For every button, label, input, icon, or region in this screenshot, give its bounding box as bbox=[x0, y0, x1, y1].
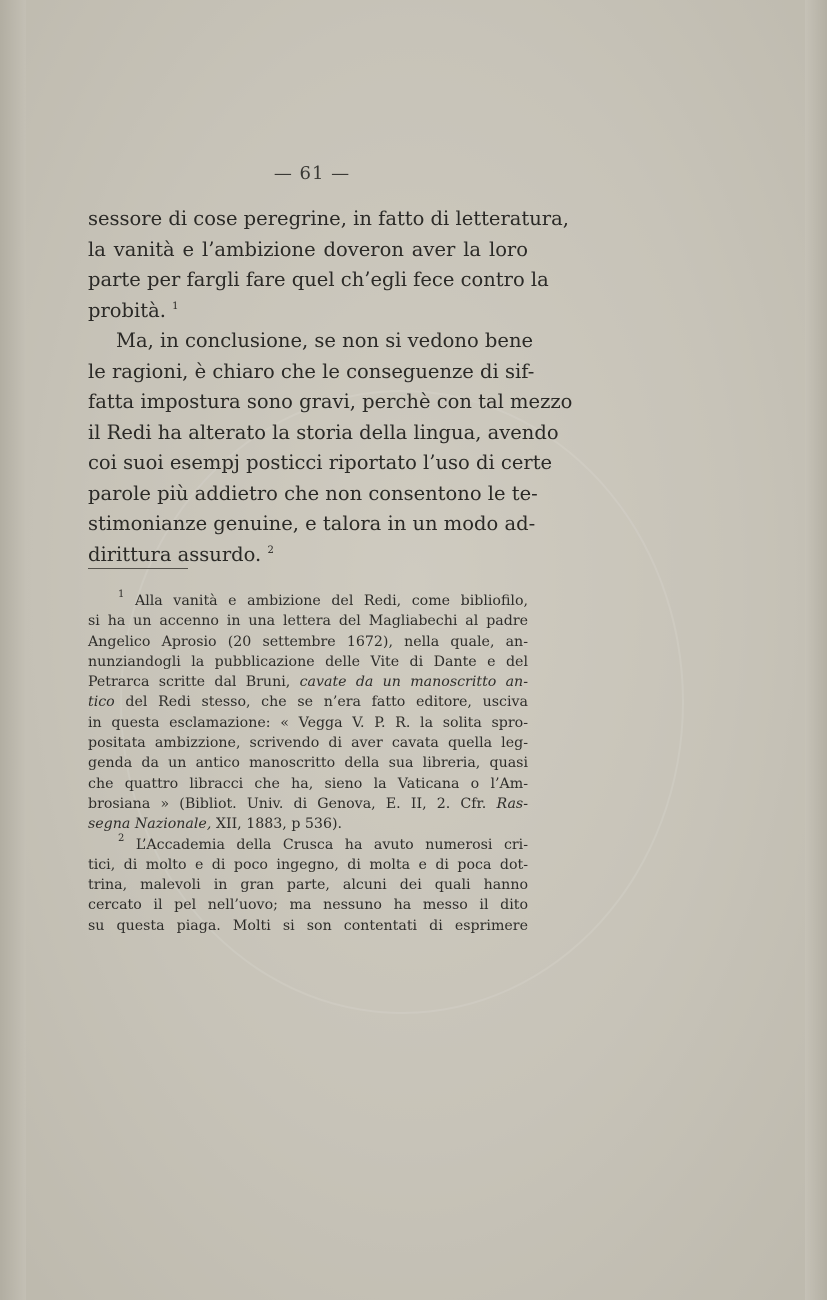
footnote-marker-2: 2 bbox=[118, 832, 125, 844]
footnote-line bbox=[88, 692, 528, 712]
italic-fragment: cavate da un manoscritto an- bbox=[299, 674, 528, 691]
footnote-marker-1: 1 bbox=[118, 589, 125, 600]
italic-fragment: tico bbox=[88, 694, 115, 711]
text-line: stimonianze genuine, e talora in un modo ad- bbox=[88, 512, 536, 535]
text-line: Ma, in conclusione, se non si vedono bene bbox=[116, 329, 534, 352]
text-line: la vanità e l’ambizione doveron aver la loro bbox=[88, 237, 528, 261]
text-line bbox=[88, 540, 528, 571]
text-fragment: dirittura assurdo. bbox=[88, 542, 262, 566]
footnote-line bbox=[88, 832, 528, 855]
text-line: sessore di cose peregrine, in fatto di letteratura, bbox=[88, 207, 569, 230]
footnote-line: genda da un antico manoscritto della sua libreria, quasi bbox=[88, 755, 528, 772]
page-edge-right bbox=[805, 0, 827, 1300]
footnote-line: nunziandogli la pubblicazione delle Vite di Dante e del bbox=[88, 653, 528, 670]
text-line: coi suoi esempj posticci riportato l’uso di certe bbox=[88, 451, 553, 474]
text-fragment: Petrarca scritte dal Bruni, bbox=[88, 674, 291, 691]
text-fragment: L’Accademia della Crusca ha avuto numerosi cri- bbox=[135, 836, 528, 853]
footnotes bbox=[88, 591, 528, 936]
text-fragment: XII, 1883, p 536). bbox=[215, 816, 343, 833]
footnote-ref-1: 1 bbox=[172, 300, 179, 312]
footnote-line: trina, malevoli in gran parte, alcuni dei quali hanno bbox=[88, 877, 528, 894]
footnote-separator bbox=[88, 568, 188, 569]
footnote-ref-2: 2 bbox=[267, 544, 274, 556]
text-line: il Redi ha alterato la storia della lingua, avendo bbox=[88, 420, 559, 444]
footnote-line bbox=[88, 794, 528, 814]
footnote-line: in questa esclamazione: « Vegga V. P. R. la solita spro- bbox=[88, 714, 528, 731]
text-fragment: probità. bbox=[88, 298, 166, 322]
footnote-line: su questa piaga. Molti si son contentati di esprimere bbox=[88, 917, 528, 934]
footnote-line: si ha un accenno in una lettera del Magliabechi al padre bbox=[88, 613, 528, 630]
text-fragment: del Redi stesso, che se n’era fatto editore, usciva bbox=[125, 694, 528, 711]
text-fragment: brosiana » (Bibliot. Univ. di Genova, E. II, 2. Cfr. bbox=[88, 795, 487, 812]
italic-fragment: Ras- bbox=[496, 795, 528, 812]
footnote-line bbox=[88, 672, 528, 692]
italic-fragment: segna Nazionale, bbox=[88, 816, 212, 833]
text-line: parole più addietro che non consentono le te- bbox=[88, 481, 538, 505]
footnote-line bbox=[88, 814, 528, 834]
footnote-line: che quattro libracci che ha, sieno la Vaticana o l’Am- bbox=[88, 775, 528, 792]
footnote-line bbox=[88, 591, 528, 611]
text-line: parte per fargli fare quel ch’egli fece contro la bbox=[88, 268, 549, 291]
footnote-line: cercato il pel nell’uovo; ma nessuno ha messo il dito bbox=[88, 897, 528, 914]
text-line: le ragioni, è chiaro che le conseguenze di sif- bbox=[88, 359, 535, 383]
text-line bbox=[88, 296, 528, 327]
footnote-line: positata ambizzione, scrivendo di aver cavata quella leg- bbox=[88, 735, 528, 752]
page-number: — 61 — bbox=[273, 163, 351, 184]
text-line: fatta impostura sono gravi, perchè con tal mezzo bbox=[88, 390, 573, 413]
main-text bbox=[88, 204, 573, 570]
text-fragment: Alla vanità e ambizione del Redi, come bibliofilo, bbox=[134, 593, 528, 609]
page-edge-left bbox=[0, 0, 26, 1300]
footnote-line: Angelico Aprosio (20 settembre 1672), nella quale, an- bbox=[88, 633, 528, 650]
footnote-line: tici, di molto e di poco ingegno, di molta e di poca dot- bbox=[88, 856, 528, 873]
